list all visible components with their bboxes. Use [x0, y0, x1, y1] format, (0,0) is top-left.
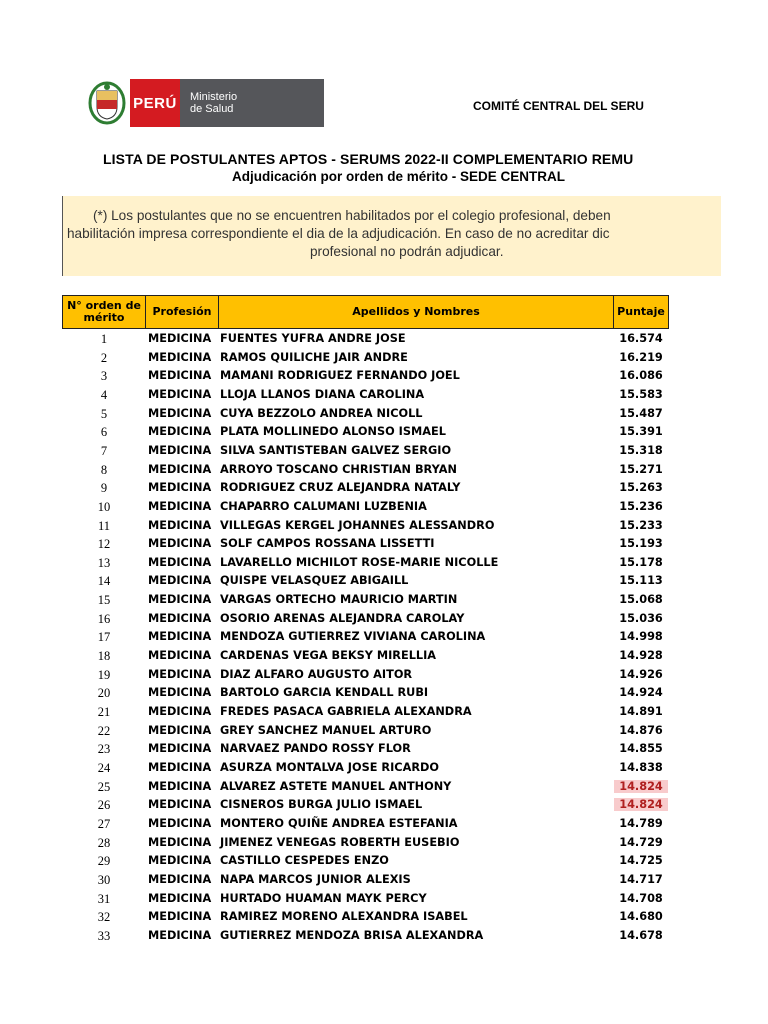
score-cell: 14.926: [619, 667, 663, 681]
profession-cell: MEDICINA: [148, 518, 212, 532]
profession-cell: MEDICINA: [148, 499, 212, 513]
score-cell: 14.725: [619, 854, 663, 868]
merit-number-cell: 27: [97, 816, 111, 831]
table-row: [0, 778, 768, 797]
profession-cell: MEDICINA: [148, 611, 212, 625]
merit-number-cell: 8: [100, 462, 108, 477]
score-cell: 16.574: [619, 332, 663, 345]
profession-cell: MEDICINA: [148, 630, 212, 644]
score-cell: 14.680: [619, 910, 663, 924]
table-row: [0, 796, 768, 815]
table-row: [0, 852, 768, 871]
merit-number-cell: 13: [97, 555, 111, 570]
merit-number-cell: 7: [100, 443, 108, 458]
committee-heading: COMITÉ CENTRAL DEL SERU: [473, 99, 644, 113]
applicant-name-cell: PLATA MOLLINEDO ALONSO ISMAEL: [220, 425, 446, 439]
table-row: [0, 591, 768, 610]
applicant-name-cell: QUISPE VELASQUEZ ABIGAILL: [220, 574, 409, 588]
peru-label: PERÚ: [130, 79, 180, 127]
merit-number-cell: 30: [97, 872, 111, 887]
merit-number-cell: 19: [97, 667, 111, 682]
merit-number-cell: 21: [97, 705, 111, 719]
merit-number-cell: 25: [97, 779, 111, 794]
profession-cell: MEDICINA: [148, 387, 212, 401]
coat-of-arms-icon: [84, 79, 130, 127]
applicant-name-cell: CARDENAS VEGA BEKSY MIRELLIA: [220, 649, 437, 663]
merit-number-cell: 22: [97, 723, 111, 738]
applicant-name-cell: MAMANI RODRIGUEZ FERNANDO JOEL: [220, 369, 460, 383]
document-subtitle: Adjudicación por orden de mérito - SEDE CENTRAL: [232, 169, 566, 184]
applicant-name-cell: RAMIREZ MORENO ALEXANDRA ISABEL: [220, 910, 468, 924]
score-cell: 14.998: [619, 630, 663, 644]
table-row: [0, 498, 768, 517]
score-cell: 15.583: [619, 387, 663, 401]
score-cell: 15.236: [619, 499, 663, 513]
applicant-name-cell: LLOJA LLANOS DIANA CAROLINA: [220, 387, 425, 401]
column-header-name: Apellidos y Nombres: [218, 295, 614, 329]
applicant-name-cell: HURTADO HUAMAN MAYK PERCY: [220, 891, 427, 905]
profession-cell: MEDICINA: [148, 462, 212, 476]
applicant-name-cell: FREDES PASACA GABRIELA ALEXANDRA: [220, 705, 472, 718]
column-header-profession: Profesión: [145, 295, 219, 329]
table-row: [0, 759, 768, 778]
table-row: [0, 535, 768, 554]
merit-number-cell: 4: [100, 387, 108, 402]
score-cell: 15.263: [619, 481, 663, 495]
profession-cell: MEDICINA: [148, 537, 212, 551]
merit-number-cell: 32: [97, 910, 111, 925]
ministry-line-2: de Salud: [190, 103, 234, 115]
profession-cell: MEDICINA: [148, 779, 212, 793]
table-row: [0, 461, 768, 480]
profession-cell: MEDICINA: [148, 667, 212, 681]
applicant-name-cell: RODRIGUEZ CRUZ ALEJANDRA NATALY: [220, 481, 461, 495]
profession-cell: MEDICINA: [148, 369, 212, 383]
score-cell: 14.678: [619, 928, 663, 942]
table-row: [0, 572, 768, 591]
merit-number-cell: 24: [97, 760, 111, 775]
profession-cell: MEDICINA: [148, 406, 212, 420]
profession-cell: MEDICINA: [148, 350, 212, 364]
score-cell: 14.876: [619, 723, 663, 737]
profession-cell: MEDICINA: [148, 798, 212, 812]
profession-cell: MEDICINA: [148, 686, 212, 700]
applicant-name-cell: CUYA BEZZOLO ANDREA NICOLL: [220, 406, 423, 420]
table-row: [0, 703, 768, 722]
profession-cell: MEDICINA: [148, 910, 212, 924]
score-cell: 16.086: [619, 369, 663, 383]
score-cell: 15.113: [619, 574, 663, 588]
table-row: [0, 890, 768, 909]
profession-cell: MEDICINA: [148, 593, 212, 607]
applicant-name-cell: GREY SANCHEZ MANUEL ARTURO: [220, 723, 432, 737]
merit-number-cell: 1: [100, 332, 108, 346]
profession-cell: MEDICINA: [148, 481, 212, 495]
merit-number-cell: 20: [97, 686, 111, 701]
notice-line-2: habilitación impresa correspondiente el dia de la adjudicación. En caso de no acreditar dic: [67, 226, 610, 241]
profession-cell: MEDICINA: [148, 742, 212, 756]
merit-number-cell: 10: [97, 499, 111, 514]
merit-number-cell: 11: [97, 518, 111, 533]
table-row: [0, 349, 768, 368]
applicant-name-cell: VARGAS ORTECHO MAURICIO MARTIN: [220, 593, 458, 607]
table-row: [0, 871, 768, 890]
ministry-line-1: Ministerio: [190, 91, 238, 103]
profession-cell: MEDICINA: [148, 854, 212, 868]
table-row: [0, 610, 768, 629]
score-cell: 14.729: [619, 835, 663, 849]
score-cell: 14.855: [619, 742, 663, 756]
merit-number-cell: 2: [100, 350, 108, 365]
profession-cell: MEDICINA: [148, 872, 212, 886]
profession-cell: MEDICINA: [148, 443, 212, 457]
merit-number-cell: 15: [97, 593, 111, 608]
table-row: [0, 479, 768, 498]
table-row: [0, 442, 768, 461]
profession-cell: MEDICINA: [148, 760, 212, 774]
document-title: LISTA DE POSTULANTES APTOS - SERUMS 2022-II COMPLEMENTARIO REMU: [103, 151, 634, 167]
merit-number-cell: 17: [97, 630, 111, 645]
profession-cell: MEDICINA: [148, 705, 212, 718]
score-cell: 15.487: [619, 406, 663, 420]
score-cell: 15.391: [619, 425, 663, 439]
score-cell: 15.271: [619, 462, 663, 476]
merit-number-cell: 9: [100, 481, 108, 496]
applicant-name-cell: DIAZ ALFARO AUGUSTO AITOR: [220, 667, 413, 681]
applicant-name-cell: CHAPARRO CALUMANI LUZBENIA: [220, 499, 427, 513]
score-cell: 14.708: [619, 891, 663, 905]
applicant-name-cell: SILVA SANTISTEBAN GALVEZ SERGIO: [220, 443, 452, 457]
merit-number-cell: 31: [97, 891, 111, 906]
score-cell: 15.068: [619, 593, 663, 607]
applicant-name-cell: NARVAEZ PANDO ROSSY FLOR: [220, 742, 411, 756]
score-cell: 14.838: [619, 760, 663, 774]
table-row: [0, 815, 768, 834]
merit-number-cell: 18: [97, 649, 111, 664]
table-row: [0, 628, 768, 647]
minsa-logo: [84, 79, 324, 127]
profession-cell: MEDICINA: [148, 891, 212, 905]
profession-cell: MEDICINA: [148, 723, 212, 737]
applicant-name-cell: CISNEROS BURGA JULIO ISMAEL: [220, 798, 423, 812]
notice-box: [62, 196, 721, 276]
table-row: [0, 386, 768, 405]
score-cell: 14.924: [619, 686, 663, 700]
score-cell: 14.891: [619, 705, 663, 718]
applicant-name-cell: VILLEGAS KERGEL JOHANNES ALESSANDRO: [220, 518, 495, 532]
merit-number-cell: 26: [97, 798, 111, 813]
profession-cell: MEDICINA: [148, 332, 212, 345]
profession-cell: MEDICINA: [148, 574, 212, 588]
profession-cell: MEDICINA: [148, 425, 212, 439]
applicant-name-cell: FUENTES YUFRA ANDRE JOSE: [220, 332, 406, 345]
profession-cell: MEDICINA: [148, 835, 212, 849]
merit-number-cell: 23: [97, 742, 111, 757]
applicant-name-cell: ALVAREZ ASTETE MANUEL ANTHONY: [220, 779, 452, 793]
applicant-name-cell: MENDOZA GUTIERREZ VIVIANA CAROLINA: [220, 630, 486, 644]
applicant-name-cell: NAPA MARCOS JUNIOR ALEXIS: [220, 872, 411, 886]
score-cell: 15.178: [619, 555, 663, 569]
profession-cell: MEDICINA: [148, 928, 212, 942]
table-row: [0, 908, 768, 927]
applicant-name-cell: RAMOS QUILICHE JAIR ANDRE: [220, 350, 408, 364]
table-row: [0, 666, 768, 685]
table-row: [0, 722, 768, 741]
notice-line-1: (*) Los postulantes que no se encuentren habilitados por el colegio profesional, deben: [93, 208, 611, 223]
score-cell: 14.928: [619, 649, 663, 663]
applicant-name-cell: ARROYO TOSCANO CHRISTIAN BRYAN: [220, 462, 457, 476]
profession-cell: MEDICINA: [148, 555, 212, 569]
applicant-name-cell: OSORIO ARENAS ALEJANDRA CAROLAY: [220, 611, 465, 625]
applicant-name-cell: GUTIERREZ MENDOZA BRISA ALEXANDRA: [220, 928, 484, 942]
score-cell: 14.789: [619, 816, 663, 830]
profession-cell: MEDICINA: [148, 649, 212, 663]
score-cell: 15.193: [619, 537, 663, 551]
applicant-name-cell: LAVARELLO MICHILOT ROSE-MARIE NICOLLE: [220, 555, 499, 569]
column-header-merit: N° orden de mérito: [62, 295, 146, 329]
applicant-name-cell: CASTILLO CESPEDES ENZO: [220, 854, 389, 868]
applicant-name-cell: MONTERO QUIÑE ANDREA ESTEFANIA: [220, 816, 458, 830]
ministry-label: [180, 79, 324, 127]
table-row: [0, 330, 768, 349]
merit-number-cell: 14: [97, 574, 111, 589]
merit-number-cell: 5: [100, 406, 108, 421]
score-cell: 14.717: [619, 872, 663, 886]
applicant-name-cell: ASURZA MONTALVA JOSE RICARDO: [220, 760, 439, 774]
merit-number-cell: 28: [97, 835, 111, 850]
table-row: [0, 405, 768, 424]
table-row: [0, 423, 768, 442]
merit-number-cell: 12: [97, 537, 111, 552]
table-row: [0, 517, 768, 536]
table-row: [0, 684, 768, 703]
profession-cell: MEDICINA: [148, 816, 212, 830]
column-header-score: Puntaje: [613, 295, 669, 329]
score-cell: 14.824: [614, 798, 668, 811]
score-cell: 15.233: [619, 518, 663, 532]
merit-number-cell: 3: [100, 369, 108, 384]
table-row: [0, 367, 768, 386]
applicant-name-cell: JIMENEZ VENEGAS ROBERTH EUSEBIO: [220, 835, 460, 849]
merit-number-cell: 29: [97, 854, 111, 869]
table-row: [0, 554, 768, 573]
table-row: [0, 927, 768, 946]
merit-number-cell: 33: [97, 928, 111, 943]
score-cell: 14.824: [614, 780, 668, 793]
notice-line-3: profesional no podrán adjudicar.: [310, 244, 504, 259]
score-cell: 16.219: [619, 350, 663, 364]
table-row: [0, 834, 768, 853]
score-cell: 15.318: [619, 443, 663, 457]
table-row: [0, 647, 768, 666]
applicant-name-cell: SOLF CAMPOS ROSSANA LISSETTI: [220, 537, 435, 551]
merit-number-cell: 16: [97, 611, 111, 626]
applicant-name-cell: BARTOLO GARCIA KENDALL RUBI: [220, 686, 429, 700]
merit-number-cell: 6: [100, 425, 108, 440]
score-cell: 15.036: [619, 611, 663, 625]
table-row: [0, 740, 768, 759]
